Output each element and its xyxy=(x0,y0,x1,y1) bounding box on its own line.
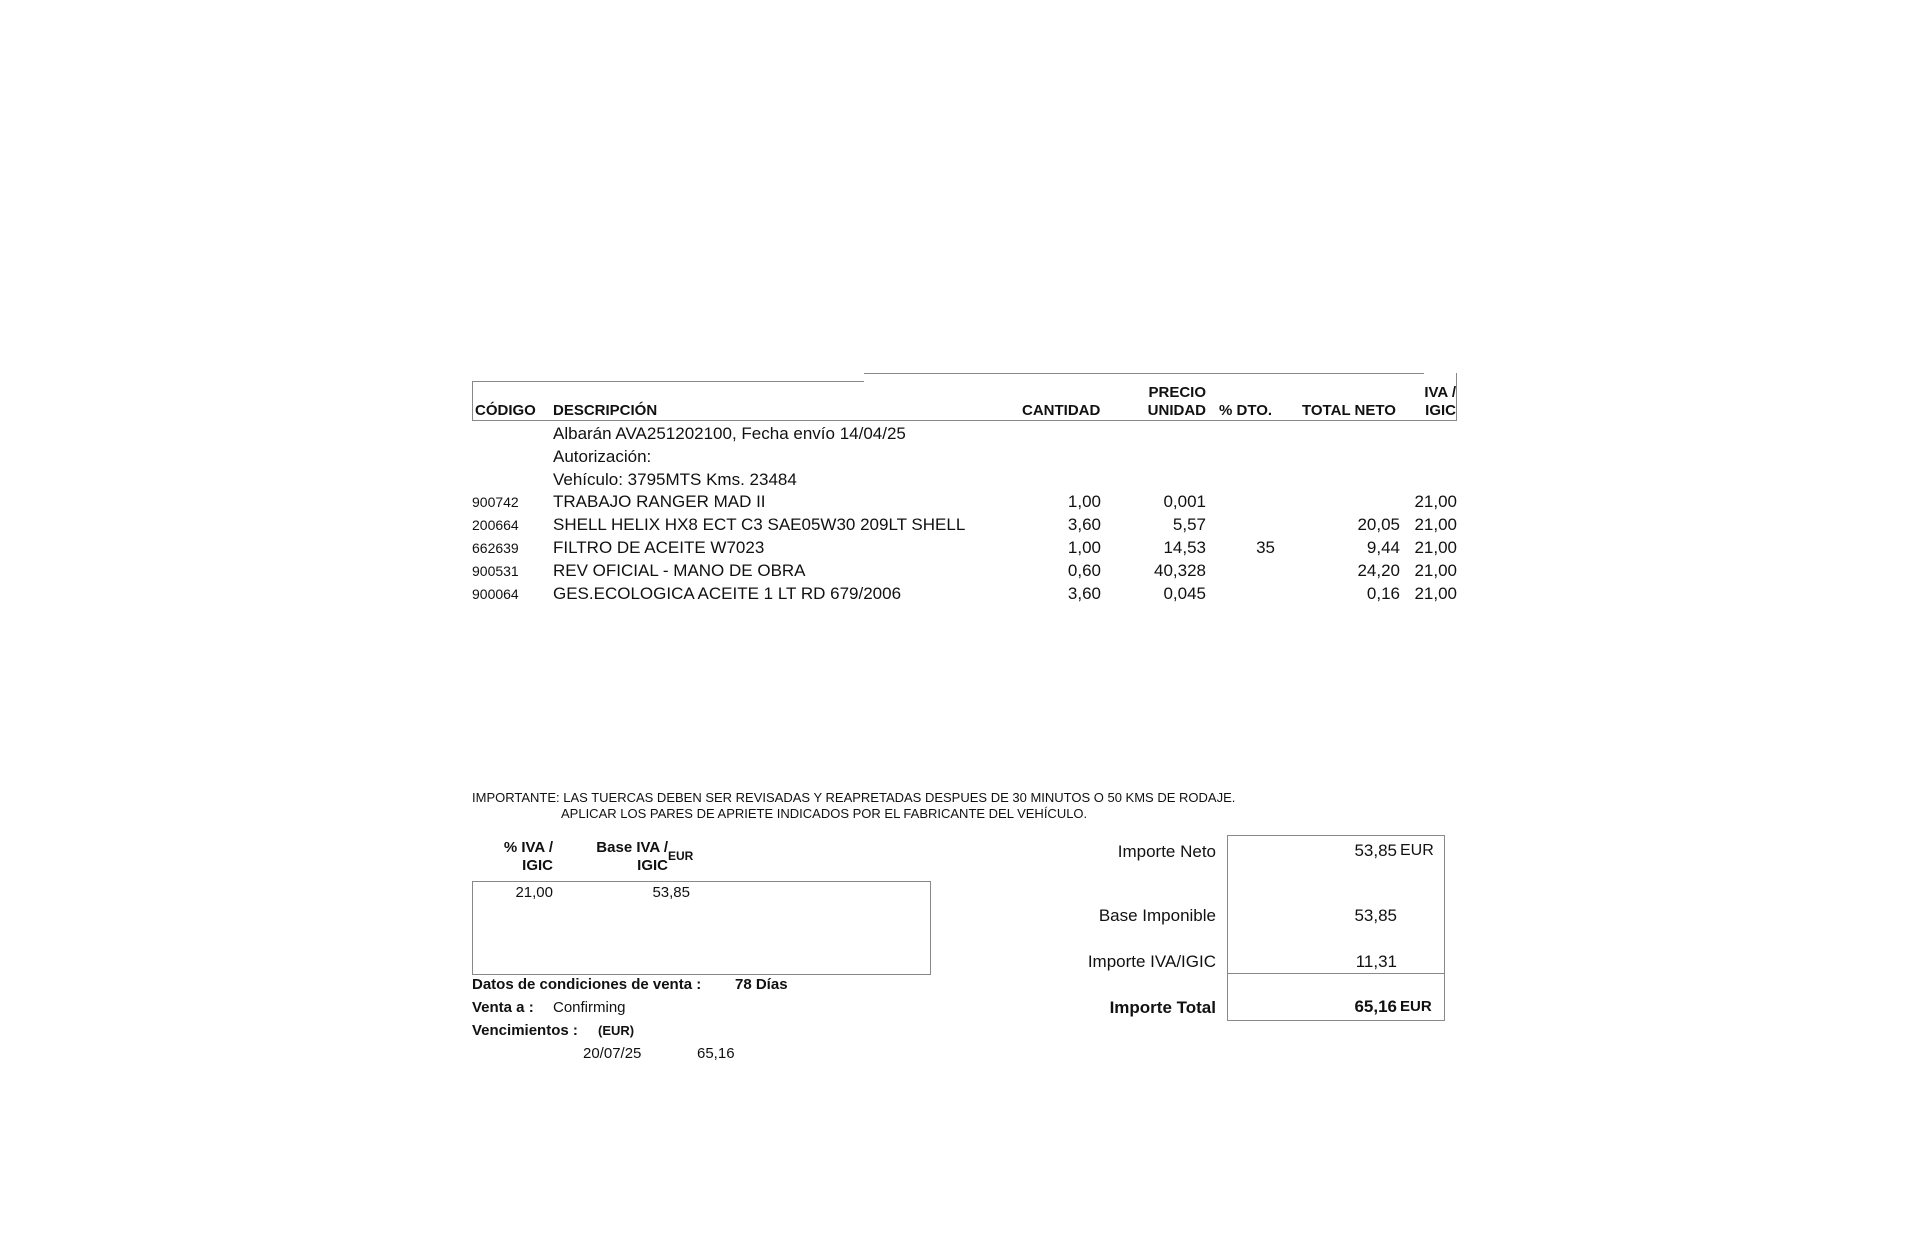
importe-total-currency: EUR xyxy=(1400,998,1432,1015)
header-iva-line2: IGIC xyxy=(1425,402,1456,419)
header-precio-line2: UNIDAD xyxy=(1147,402,1206,419)
row-descripcion: SHELL HELIX HX8 ECT C3 SAE05W30 209LT SHELL xyxy=(553,515,966,534)
row-dto: 35 xyxy=(1256,538,1275,557)
tax-base-header-line1: Base IVA / xyxy=(596,839,668,856)
importe-neto-value: 53,85 xyxy=(1354,841,1397,860)
tax-currency: EUR xyxy=(668,849,694,863)
header-precio-line1: PRECIO xyxy=(1148,384,1206,401)
info-line-albaran: Albarán AVA251202100, Fecha envío 14/04/25 xyxy=(553,424,906,443)
row-cantidad: 1,00 xyxy=(1067,538,1101,557)
importe-neto-currency: EUR xyxy=(1400,842,1434,859)
row-codigo: 900064 xyxy=(472,586,519,602)
row-precio: 0,045 xyxy=(1163,584,1206,603)
row-precio: 14,53 xyxy=(1163,538,1206,557)
header-precio-unidad xyxy=(1110,384,1206,420)
vencimientos-label: Vencimientos : xyxy=(472,1022,578,1039)
row-descripcion: REV OFICIAL - MANO DE OBRA xyxy=(553,561,806,580)
row-descripcion: TRABAJO RANGER MAD II xyxy=(553,492,766,511)
row-total: 9,44 xyxy=(1366,538,1400,557)
info-lines xyxy=(553,422,906,491)
tax-iva-header xyxy=(472,839,553,875)
tax-base-header xyxy=(580,839,668,875)
header-cantidad: CANTIDAD xyxy=(1022,402,1101,419)
info-line-vehiculo: Vehículo: 3795MTS Kms. 23484 xyxy=(553,470,797,489)
tax-iva-header-line2: IGIC xyxy=(522,857,553,874)
vencimientos-currency: (EUR) xyxy=(598,1023,635,1038)
totals-box xyxy=(1227,835,1445,1021)
vencimiento-amount: 65,16 xyxy=(697,1045,735,1062)
row-codigo: 200664 xyxy=(472,517,519,533)
row-precio: 40,328 xyxy=(1154,561,1206,580)
notice-line-2: APLICAR LOS PARES DE APRIETE INDICADOS POR EL FABRICANTE DEL VEHÍCULO. xyxy=(561,806,1088,821)
header-descripcion: DESCRIPCIÓN xyxy=(553,402,658,419)
importe-neto-label: Importe Neto xyxy=(1117,842,1216,861)
tax-iva-value: 21,00 xyxy=(515,884,553,901)
row-descripcion: GES.ECOLOGICA ACEITE 1 LT RD 679/2006 xyxy=(553,584,902,603)
row-iva: 21,00 xyxy=(1414,492,1457,511)
header-iva-line1: IVA / xyxy=(1424,384,1456,401)
header-bottom-line xyxy=(472,420,1456,421)
row-total: 20,05 xyxy=(1357,515,1400,534)
row-iva: 21,00 xyxy=(1414,515,1457,534)
row-precio: 5,57 xyxy=(1172,515,1206,534)
header-total-neto: TOTAL NETO xyxy=(1302,402,1396,419)
row-iva: 21,00 xyxy=(1414,538,1457,557)
row-codigo: 662639 xyxy=(472,540,519,556)
row-codigo: 900531 xyxy=(472,563,519,579)
row-codigo: 900742 xyxy=(472,494,519,510)
header-top-line-left xyxy=(472,381,864,382)
row-total: 0,16 xyxy=(1366,584,1400,603)
row-cantidad: 3,60 xyxy=(1067,584,1101,603)
info-line-autorizacion: Autorización: xyxy=(553,447,652,466)
importe-iva-value: 11,31 xyxy=(1355,952,1397,971)
importe-iva-label: Importe IVA/IGIC xyxy=(1087,952,1216,971)
vencimiento-date: 20/07/25 xyxy=(583,1045,642,1062)
tax-base-value: 53,85 xyxy=(652,884,690,901)
tax-base-header-line2: IGIC xyxy=(637,857,668,874)
importe-total-value: 65,16 xyxy=(1354,997,1397,1016)
header-iva-igic xyxy=(1400,384,1456,420)
header-left-line xyxy=(472,381,473,421)
row-iva: 21,00 xyxy=(1414,561,1457,580)
row-total: 24,20 xyxy=(1357,561,1400,580)
row-descripcion: FILTRO DE ACEITE W7023 xyxy=(553,538,765,557)
conditions-value: 78 Días xyxy=(735,976,788,993)
row-precio: 0,001 xyxy=(1163,492,1206,511)
tax-iva-header-line1: % IVA / xyxy=(503,839,553,856)
importe-total-label: Importe Total xyxy=(1109,998,1216,1017)
venta-label: Venta a : xyxy=(472,999,534,1016)
base-imponible-value: 53,85 xyxy=(1354,906,1397,925)
totals-divider xyxy=(1227,973,1444,974)
venta-value: Confirming xyxy=(553,999,626,1016)
row-cantidad: 3,60 xyxy=(1067,515,1101,534)
base-imponible-label: Base Imponible xyxy=(1098,906,1216,925)
row-cantidad: 1,00 xyxy=(1067,492,1101,511)
conditions-label: Datos de condiciones de venta : xyxy=(472,976,702,993)
row-iva: 21,00 xyxy=(1414,584,1457,603)
header-top-line xyxy=(864,373,1424,374)
header-codigo: CÓDIGO xyxy=(475,402,536,419)
header-dto: % DTO. xyxy=(1219,402,1273,419)
notice-line-1: IMPORTANTE: LAS TUERCAS DEBEN SER REVISADAS Y REAPRETADAS DESPUES DE 30 MINUTOS O 50 KMS DE RODAJE. xyxy=(472,790,1236,805)
header-right-line xyxy=(1456,373,1457,421)
row-cantidad: 0,60 xyxy=(1067,561,1101,580)
